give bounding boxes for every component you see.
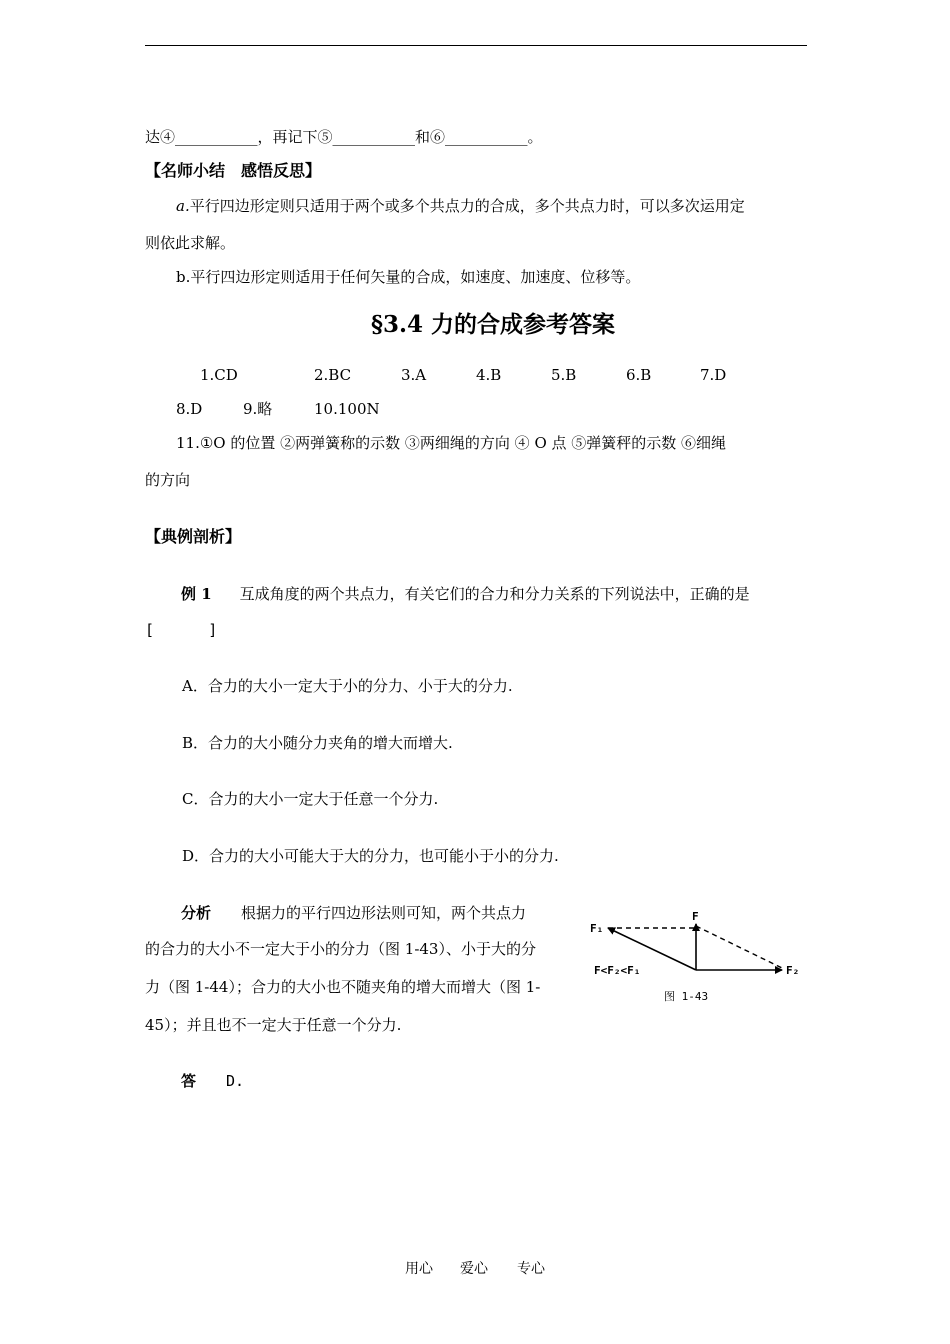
f2-label: F₂ <box>786 964 800 977</box>
summary-a-text: 平行四边形定则只适用于两个或多个共点力的合成，多个共点力时，可以多次运用定 <box>189 197 745 215</box>
answer-line <box>181 1071 244 1091</box>
footer-item-2: 爱心 <box>460 1261 488 1277</box>
answers-title: §3.4 力的合成参考答案 <box>371 311 616 338</box>
example-heading: 【典例剖析】 <box>145 527 242 546</box>
option-a: A．合力的大小一定大于小的分力、小于大的分力. <box>182 677 513 695</box>
analysis-text-1: 根据力的平行四边形法则可知，两个共点力 <box>241 904 527 922</box>
dashed-line-diagonal <box>696 926 782 968</box>
fill-text-4: 。 <box>527 128 543 146</box>
answer-label: 答 <box>181 1072 197 1090</box>
answer-value: D. <box>226 1072 245 1090</box>
answer-7: 7.D <box>700 366 727 384</box>
force-diagram-figure <box>588 906 808 1010</box>
f-label: F <box>692 910 699 923</box>
summary-b-line: b.平行四边形定则适用于任何矢量的合成，如速度、加速度、位移等。 <box>176 268 641 286</box>
option-d: D．合力的大小可能大于大的分力，也可能小于小的分力. <box>182 847 559 865</box>
answer-1: 1.CD <box>200 366 238 384</box>
header-rule <box>145 45 807 46</box>
summary-a-mark: a. <box>176 197 190 215</box>
figure-caption: 图 1-43 <box>664 990 709 1003</box>
answer-6: 6.B <box>626 366 652 384</box>
blank-6: ___________ <box>445 128 528 146</box>
example-question: 互成角度的两个共点力，有关它们的合力和分力关系的下列说法中，正确的是 <box>239 585 750 603</box>
answer-9: 9.略 <box>243 400 273 418</box>
blank-5: ___________ <box>332 128 416 146</box>
summary-a-line <box>176 196 745 216</box>
blank-4: ___________ <box>175 128 258 146</box>
answer-4: 4.B <box>476 366 502 384</box>
analysis-line-2: 的合力的大小不一定大于小的分力（图 1-43）、小于大的分 <box>145 940 536 958</box>
force-diagram <box>588 906 808 1010</box>
analysis-line-1 <box>181 903 526 923</box>
answer-3: 3.A <box>401 366 427 384</box>
answer-10: 10.100N <box>314 400 380 418</box>
summary-a-text-cont: 则依此求解。 <box>145 234 236 252</box>
answer-2: 2.BC <box>314 366 352 384</box>
option-b: B．合力的大小随分力夹角的增大而增大. <box>182 734 453 752</box>
analysis-line-4: 45）；并且也不一定大于任意一个分力. <box>145 1016 402 1034</box>
example-label: 例 1 <box>181 585 212 603</box>
answer-5: 5.B <box>551 366 577 384</box>
footer-item-1: 用心 <box>405 1261 433 1277</box>
analysis-label: 分析 <box>181 904 212 922</box>
fill-text-1: 达④ <box>145 128 176 146</box>
f1-label: F₁ <box>590 922 604 935</box>
fill-text-2: ，再记下⑤ <box>257 128 333 146</box>
option-c: C．合力的大小一定大于任意一个分力. <box>182 790 439 808</box>
fill-text-3: 和⑥ <box>415 128 446 146</box>
footer-item-3: 专心 <box>517 1261 545 1277</box>
answer-bracket: [ ] <box>145 621 218 639</box>
answer-11-line: 11.①O 的位置 ②两弹簧称的示数 ③两细绳的方向 ④ O 点 ⑤弹簧秤的示数 ⑥细绳 <box>176 434 727 452</box>
relation-label: F<F₂<F₁ <box>594 964 641 977</box>
analysis-line-3: 力（图 1-44）；合力的大小也不随夹角的增大而增大（图 1- <box>145 978 541 996</box>
answer-11-line-cont: 的方向 <box>145 471 191 489</box>
fill-in-line <box>145 127 543 147</box>
summary-heading: 【名师小结 感悟反思】 <box>145 161 322 180</box>
example-question-line <box>181 584 750 604</box>
answer-8: 8.D <box>176 400 203 418</box>
